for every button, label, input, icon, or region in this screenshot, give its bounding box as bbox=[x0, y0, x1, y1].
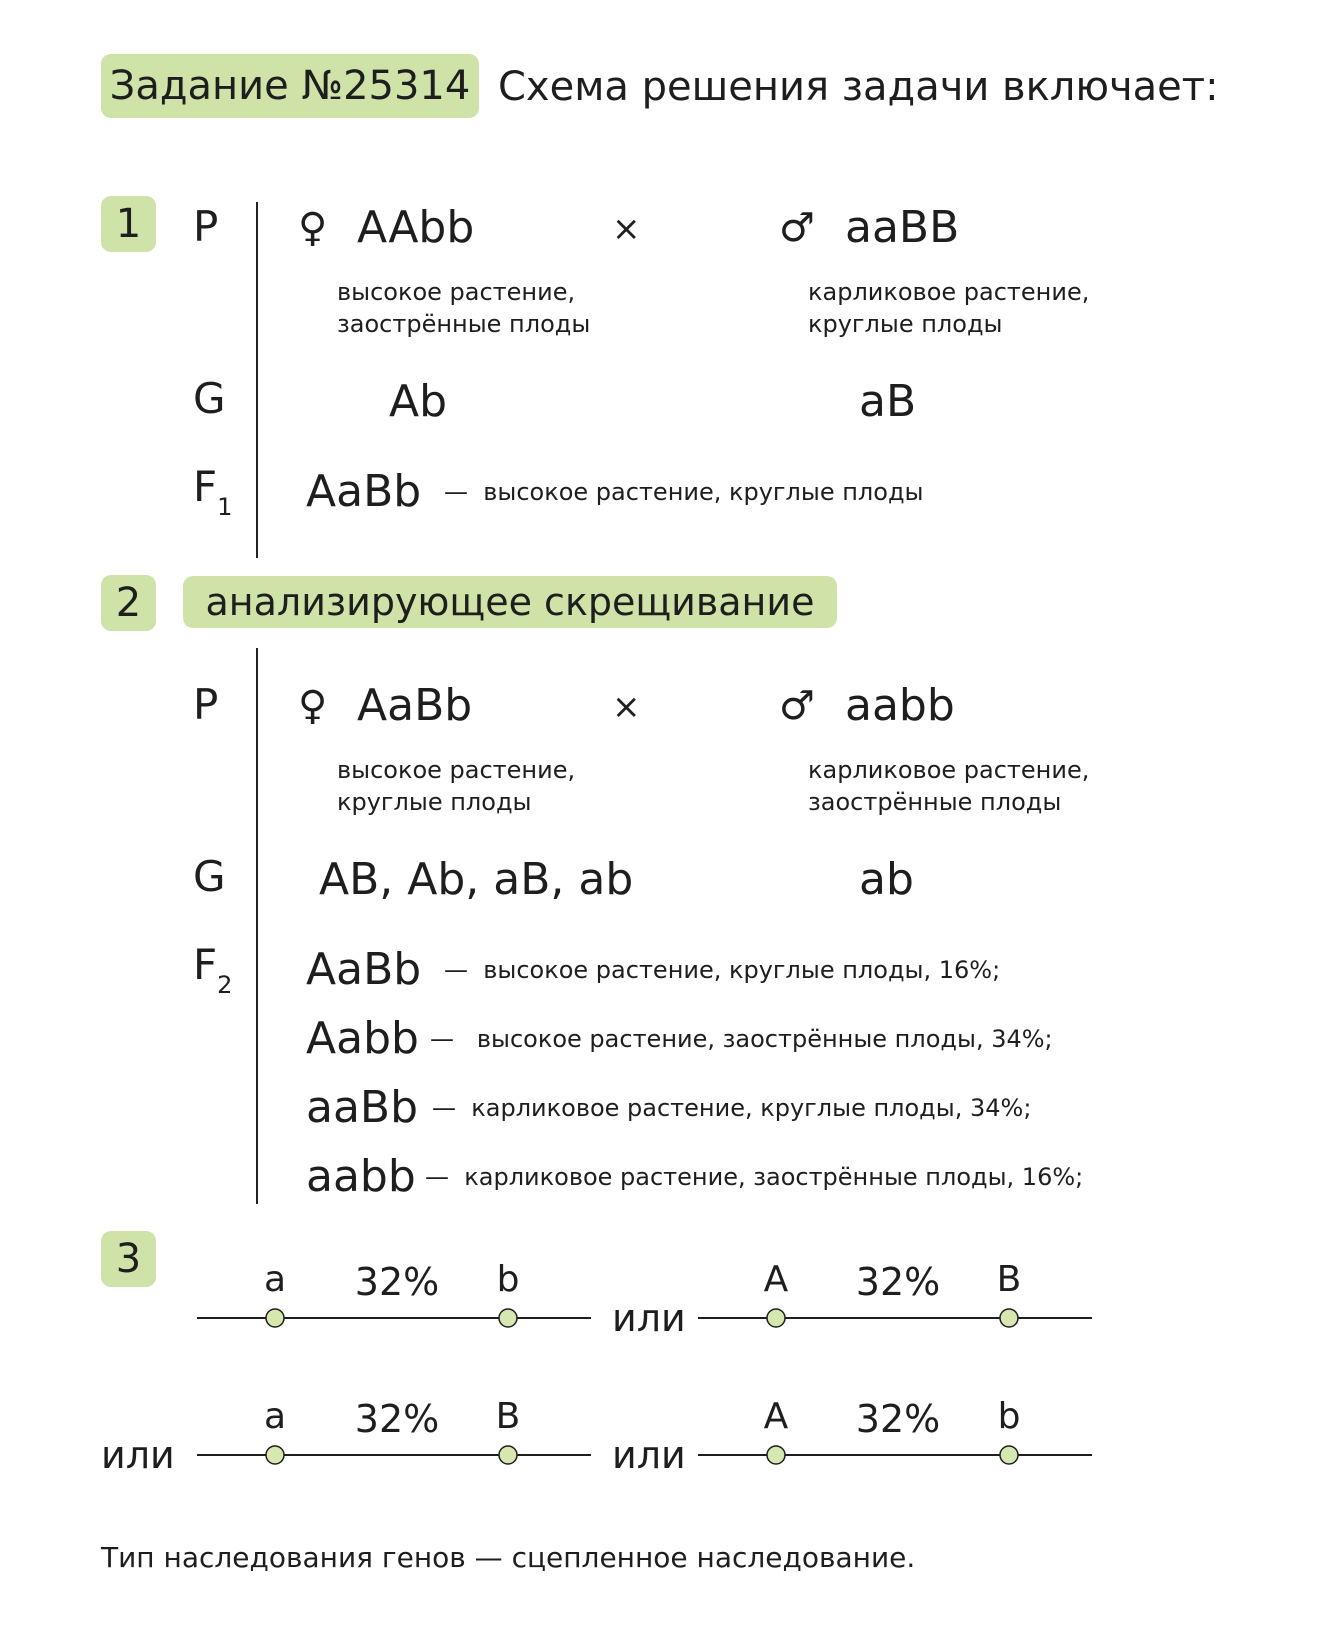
section-1-offspring-genotype: AaBb bbox=[306, 466, 422, 517]
gene-locus-dot bbox=[1000, 1309, 1018, 1327]
section-2-male-gamete: ab bbox=[859, 854, 914, 905]
section-2-male-phenotype-2: заострённые плоды bbox=[808, 788, 1062, 816]
female-symbol-icon: ♀ bbox=[298, 683, 328, 729]
gene-right-label: B bbox=[996, 1259, 1022, 1300]
gene-locus-dot bbox=[499, 1446, 517, 1464]
section-1-p-label: P bbox=[193, 202, 219, 251]
offspring-genotype: AaBb bbox=[306, 944, 422, 995]
gene-locus-dot bbox=[1000, 1446, 1018, 1464]
offspring-desc: — высокое растение, круглые плоды, 16%; bbox=[444, 956, 1001, 984]
gene-right-label: b bbox=[997, 1396, 1021, 1437]
gene-left-label: a bbox=[263, 1396, 287, 1437]
inheritance-type-conclusion: Тип наследования генов — сцепленное наследование. bbox=[101, 1541, 916, 1574]
gene-left-label: A bbox=[763, 1259, 789, 1300]
gene-locus-dot bbox=[767, 1309, 785, 1327]
offspring-desc: — высокое растение, заострённые плоды, 34%; bbox=[430, 1025, 1053, 1053]
f-letter: F bbox=[193, 462, 218, 511]
section-1-male-phenotype-1: карликовое растение, bbox=[808, 278, 1090, 306]
offspring-genotype: aaBb bbox=[306, 1082, 419, 1133]
task-number-badge: Задание №25314 bbox=[101, 54, 479, 118]
section-2-g-label: G bbox=[193, 852, 226, 901]
offspring-desc: — карликовое растение, заострённые плоды, 16%; bbox=[425, 1163, 1084, 1191]
section-1-female-phenotype-2: заострённые плоды bbox=[337, 310, 591, 338]
section-1-number: 1 bbox=[101, 196, 156, 252]
section-2-title: анализирующее скрещивание bbox=[183, 576, 837, 628]
gene-distance-label: 32% bbox=[855, 1397, 941, 1441]
offspring-genotype: Aabb bbox=[306, 1013, 419, 1064]
f-letter: F bbox=[193, 940, 218, 989]
gene-distance-label: 32% bbox=[855, 1260, 941, 1304]
section-2-female-genotype: AaBb bbox=[357, 680, 473, 731]
gene-distance-label: 32% bbox=[354, 1260, 440, 1304]
section-1-offspring-desc: — высокое растение, круглые плоды bbox=[444, 478, 924, 506]
gene-locus-dot bbox=[767, 1446, 785, 1464]
gene-locus-dot bbox=[266, 1309, 284, 1327]
section-1-male-gamete: aB bbox=[859, 376, 917, 427]
offspring-genotype: aabb bbox=[306, 1151, 416, 1202]
section-3-number: 3 bbox=[101, 1231, 156, 1287]
offspring-desc: — карликовое растение, круглые плоды, 34%; bbox=[432, 1094, 1032, 1122]
or-label: или bbox=[612, 1296, 686, 1340]
section-1-male-genotype: aaBB bbox=[845, 202, 960, 253]
male-symbol-icon: ♂ bbox=[779, 683, 815, 729]
male-symbol-icon: ♂ bbox=[779, 205, 815, 251]
gene-right-label: b bbox=[496, 1259, 520, 1300]
section-2-female-gametes: AB, Ab, aB, ab bbox=[319, 854, 634, 905]
section-2-male-genotype: aabb bbox=[845, 680, 955, 731]
gene-locus-dot bbox=[499, 1309, 517, 1327]
or-label: или bbox=[101, 1433, 175, 1477]
section-1-female-gamete: Ab bbox=[389, 376, 448, 427]
section-2-male-phenotype-1: карликовое растение, bbox=[808, 756, 1090, 784]
section-2-number: 2 bbox=[101, 575, 156, 631]
or-label: или bbox=[612, 1433, 686, 1477]
section-2-cross-sign: × bbox=[612, 687, 641, 727]
section-1-cross-sign: × bbox=[612, 209, 641, 249]
section-2-female-phenotype-2: круглые плоды bbox=[337, 788, 532, 816]
f-subscript: 2 bbox=[217, 971, 233, 999]
section-2-female-phenotype-1: высокое растение, bbox=[337, 756, 576, 784]
section-2-p-label: P bbox=[193, 680, 219, 729]
section-1-g-label: G bbox=[193, 374, 226, 423]
section-1-female-genotype: AAbb bbox=[357, 202, 475, 253]
gene-left-label: a bbox=[263, 1259, 287, 1300]
gene-left-label: A bbox=[763, 1396, 789, 1437]
section-1-male-phenotype-2: круглые плоды bbox=[808, 310, 1003, 338]
gene-distance-label: 32% bbox=[354, 1397, 440, 1441]
female-symbol-icon: ♀ bbox=[298, 205, 328, 251]
gene-locus-dot bbox=[266, 1446, 284, 1464]
gene-right-label: B bbox=[495, 1396, 521, 1437]
f-subscript: 1 bbox=[217, 493, 233, 521]
page-title: Схема решения задачи включает: bbox=[498, 64, 1219, 110]
section-1-female-phenotype-1: высокое растение, bbox=[337, 278, 576, 306]
